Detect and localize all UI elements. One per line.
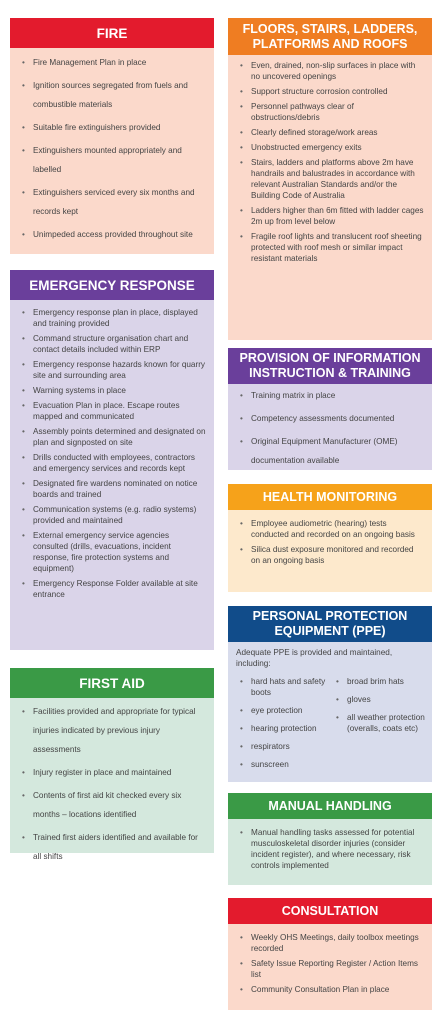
manual-handling-card	[228, 793, 432, 885]
floors-list	[240, 60, 424, 264]
ppe-left-list	[236, 676, 330, 777]
list-item: • hearing protection	[240, 723, 330, 734]
list-item: • Drills conducted with employees, contractors and emergency services and records kept	[22, 452, 206, 474]
health-card	[228, 484, 432, 592]
provision-title: PROVISION OF INFORMATION INSTRUCTION & TRAINING	[239, 351, 421, 380]
ppe-card	[228, 606, 432, 782]
ppe-grid	[236, 676, 426, 777]
list-item: • Ladders higher than 6m fitted with ladder cages 2m up from level below	[240, 205, 424, 227]
fire-header	[10, 18, 214, 48]
list-item: • Evacuation Plan in place. Escape routes mapped and communicated	[22, 400, 206, 422]
fire-list	[22, 53, 206, 244]
list-item: • Employee audiometric (hearing) tests conducted and recorded on an ongoing basis	[240, 518, 424, 540]
list-item: • Training matrix in place	[240, 386, 424, 405]
list-item: • Emergency Response Folder available at site entrance	[22, 578, 206, 600]
emergency-title: EMERGENCY RESPONSE	[29, 277, 195, 293]
list-item: • Even, drained, non-slip surfaces in place with no uncovered openings	[240, 60, 424, 82]
list-item: • Competency assessments documented	[240, 409, 424, 428]
consultation-card	[228, 898, 432, 1010]
consultation-title: CONSULTATION	[281, 903, 379, 918]
list-item: • Manual handling tasks assessed for potential musculoskeletal disorder injuries (consider incident register), and where necessary, risk controls implemented	[240, 827, 424, 871]
list-item: • Ignition sources segregated from fuels and combustible materials	[22, 76, 206, 114]
list-item: • Safety Issue Reporting Register / Action Items list	[240, 958, 424, 980]
list-item: • gloves	[336, 694, 426, 705]
list-item: • Command structure organisation chart and contact details included within ERP	[22, 333, 206, 355]
list-item: • Original Equipment Manufacturer (OME) documentation available	[240, 432, 424, 470]
list-item: • broad brim hats	[336, 676, 426, 687]
first-aid-card	[10, 668, 214, 861]
first-aid-title: FIRST AID	[79, 675, 145, 691]
consultation-header	[228, 898, 432, 924]
list-item: • Fragile roof lights and translucent roof sheeting protected with roof mesh or similar impact resistant materials	[240, 231, 424, 264]
floors-title: FLOORS, STAIRS, LADDERS, PLATFORMS AND ROOFS	[242, 21, 418, 51]
floors-header	[228, 18, 432, 55]
health-title: HEALTH MONITORING	[262, 489, 398, 504]
list-item: • Weekly OHS Meetings, daily toolbox meetings recorded	[240, 932, 424, 954]
emergency-list	[22, 307, 206, 600]
list-item: • sunscreen	[240, 759, 330, 770]
ppe-header	[228, 606, 432, 642]
fire-title: FIRE	[96, 25, 128, 41]
list-item: • Suitable fire extinguishers provided	[22, 118, 206, 137]
list-item: • Personnel pathways clear of obstructions/debris	[240, 101, 424, 123]
list-item: • Fire Management Plan in place	[22, 53, 206, 72]
first-aid-header	[10, 668, 214, 698]
provision-list	[240, 386, 424, 470]
emergency-card	[10, 270, 214, 650]
list-item: • Emergency response hazards known for quarry site and surrounding area	[22, 359, 206, 381]
list-item: • External emergency service agencies consulted (drills, evacuations, incident response, fire protection systems and equipment)	[22, 530, 206, 574]
manual-handling-header	[228, 793, 432, 819]
list-item: • Community Consultation Plan in place	[240, 984, 424, 995]
health-header	[228, 484, 432, 510]
list-item: • Support structure corrosion controlled	[240, 86, 424, 97]
list-item: • Injury register in place and maintained	[22, 763, 206, 782]
ppe-title: PERSONAL PROTECTION EQUIPMENT (PPE)	[252, 609, 408, 638]
ppe-intro: Adequate PPE is provided and maintained, including:	[236, 648, 393, 668]
list-item: • Extinguishers serviced every six months and records kept	[22, 183, 206, 221]
first-aid-list	[22, 702, 206, 866]
provision-header	[228, 348, 432, 384]
emergency-header	[10, 270, 214, 300]
list-item: • hard hats and safety boots	[240, 676, 330, 698]
list-item: • Facilities provided and appropriate for typical injuries indicated by previous injury assessments	[22, 702, 206, 759]
list-item: • Designated fire wardens nominated on notice boards and trained	[22, 478, 206, 500]
ppe-right-list	[330, 676, 426, 777]
list-item: • Unobstructed emergency exits	[240, 142, 424, 153]
floors-card	[228, 18, 432, 340]
manual-handling-title: MANUAL HANDLING	[268, 798, 392, 813]
health-list	[240, 518, 424, 566]
list-item: • Extinguishers mounted appropriately and labelled	[22, 141, 206, 179]
list-item: • all weather protection (overalls, coats etc)	[336, 712, 426, 734]
list-item: • eye protection	[240, 705, 330, 716]
list-item: • respirators	[240, 741, 330, 752]
provision-card	[228, 348, 432, 470]
list-item: • Unimpeded access provided throughout site	[22, 225, 206, 244]
list-item: • Emergency response plan in place, displayed and training provided	[22, 307, 206, 329]
list-item: • Stairs, ladders and platforms above 2m have handrails and balustrades in accordance with relevant Australian Standards and/or the Building Code of Australia	[240, 157, 424, 201]
fire-card	[10, 18, 214, 254]
list-item: • Assembly points determined and designated on plan and signposted on site	[22, 426, 206, 448]
consultation-list	[240, 932, 424, 995]
manual-handling-list	[240, 827, 424, 871]
list-item: • Clearly defined storage/work areas	[240, 127, 424, 138]
list-item: • Contents of first aid kit checked every six months – locations identified	[22, 786, 206, 824]
list-item: • Silica dust exposure monitored and recorded on an ongoing basis	[240, 544, 424, 566]
list-item: • Communication systems (e.g. radio systems) provided and maintained	[22, 504, 206, 526]
list-item: • Trained first aiders identified and available for all shifts	[22, 828, 206, 866]
list-item: • Warning systems in place	[22, 385, 206, 396]
